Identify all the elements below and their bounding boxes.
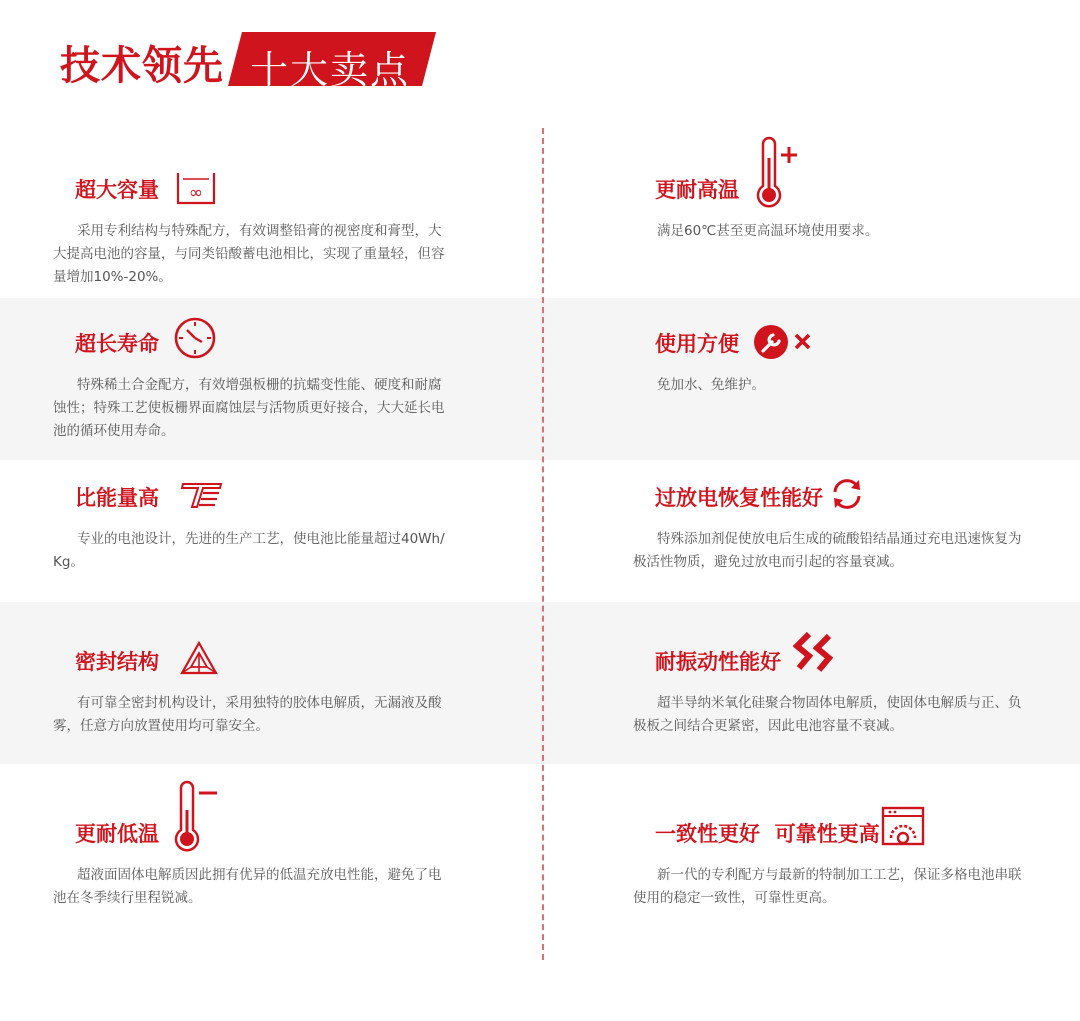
feature-sealed <box>53 638 453 738</box>
feature-desc: 超液面固体电解质因此拥有优异的低温充放电性能，避免了电池在冬季续行里程锐减。 <box>53 867 442 906</box>
feature-consistency <box>633 810 1028 910</box>
feature-title: 使用方便 <box>655 332 739 356</box>
feature-title: 密封结构 <box>75 650 159 674</box>
feature-high-temp <box>633 166 1028 243</box>
feature-desc: 特殊添加剂促使放电后生成的硫酸铅结晶通过充电迅速恢复为极活性物质，避免过放电而引起的容量衰减。 <box>633 531 1022 570</box>
thermometer-plus-icon <box>753 136 803 216</box>
vibration-icon <box>793 632 839 676</box>
refresh-icon <box>829 476 865 516</box>
feature-title: 超长寿命 <box>75 332 159 356</box>
feature-desc: 满足60℃甚至更高温环境使用要求。 <box>657 223 879 239</box>
feature-desc: 采用专利结构与特殊配方，有效调整铅膏的视密度和膏型，大大提高电池的容量，与同类铅酸蓄电池相比，实现了重量轻，但容量增加10%-20%。 <box>53 223 445 285</box>
title-tag-text: 十大卖点 <box>250 48 411 92</box>
feature-desc: 超半导纳米氧化硅聚合物固体电解质，使固体电解质与正、负极板之间结合更紧密，因此电池容量不衰减。 <box>633 695 1022 734</box>
te-logo-icon <box>179 480 223 514</box>
feature-desc: 新一代的专利配方与最新的特制加工工艺，保证多格电池串联使用的稳定一致性，可靠性更高。 <box>633 867 1022 906</box>
page-title: 技术领先 <box>60 43 224 89</box>
feature-title: 过放电恢复性能好 <box>655 486 823 510</box>
feature-desc: 专业的电池设计，先进的生产工艺，使电池比能量超过40Wh/Kg。 <box>53 531 445 570</box>
feature-over-discharge <box>633 474 1028 574</box>
page-header <box>60 30 460 92</box>
feature-specific-energy <box>53 474 453 574</box>
feature-capacity <box>53 166 453 289</box>
title-tag <box>228 32 436 92</box>
svg-text:∞: ∞ <box>188 183 204 203</box>
gear-window-icon <box>881 806 925 850</box>
feature-desc: 有可靠全密封机构设计，采用独特的胶体电解质，无漏液及酸雾，任意方向放置使用均可靠安全。 <box>53 695 442 734</box>
feature-convenience <box>633 320 1028 397</box>
feature-vibration <box>633 638 1028 738</box>
feature-desc: 免加水、免维护。 <box>657 377 765 393</box>
infinity-box-icon <box>175 170 217 210</box>
feature-title: 一致性更好 可靠性更高 <box>655 822 880 846</box>
feature-low-temp <box>53 810 453 910</box>
feature-desc: 特殊稀土合金配方，有效增强板栅的抗蠕变性能、硬度和耐腐蚀性；特殊工艺使板栅界面腐蚀层与活物质更好接合，大大延长电池的循环使用寿命。 <box>53 377 445 439</box>
thermometer-minus-icon <box>171 780 221 860</box>
feature-title: 耐振动性能好 <box>655 650 781 674</box>
wrench-x-icon <box>753 324 815 364</box>
feature-long-life <box>53 320 453 443</box>
triangle-icon <box>179 640 219 680</box>
clock-icon <box>173 316 217 364</box>
feature-title: 比能量高 <box>75 486 159 510</box>
feature-title: 更耐高温 <box>655 178 739 202</box>
feature-title: 超大容量 <box>75 178 159 202</box>
feature-title: 更耐低温 <box>75 822 159 846</box>
column-divider <box>542 128 544 960</box>
